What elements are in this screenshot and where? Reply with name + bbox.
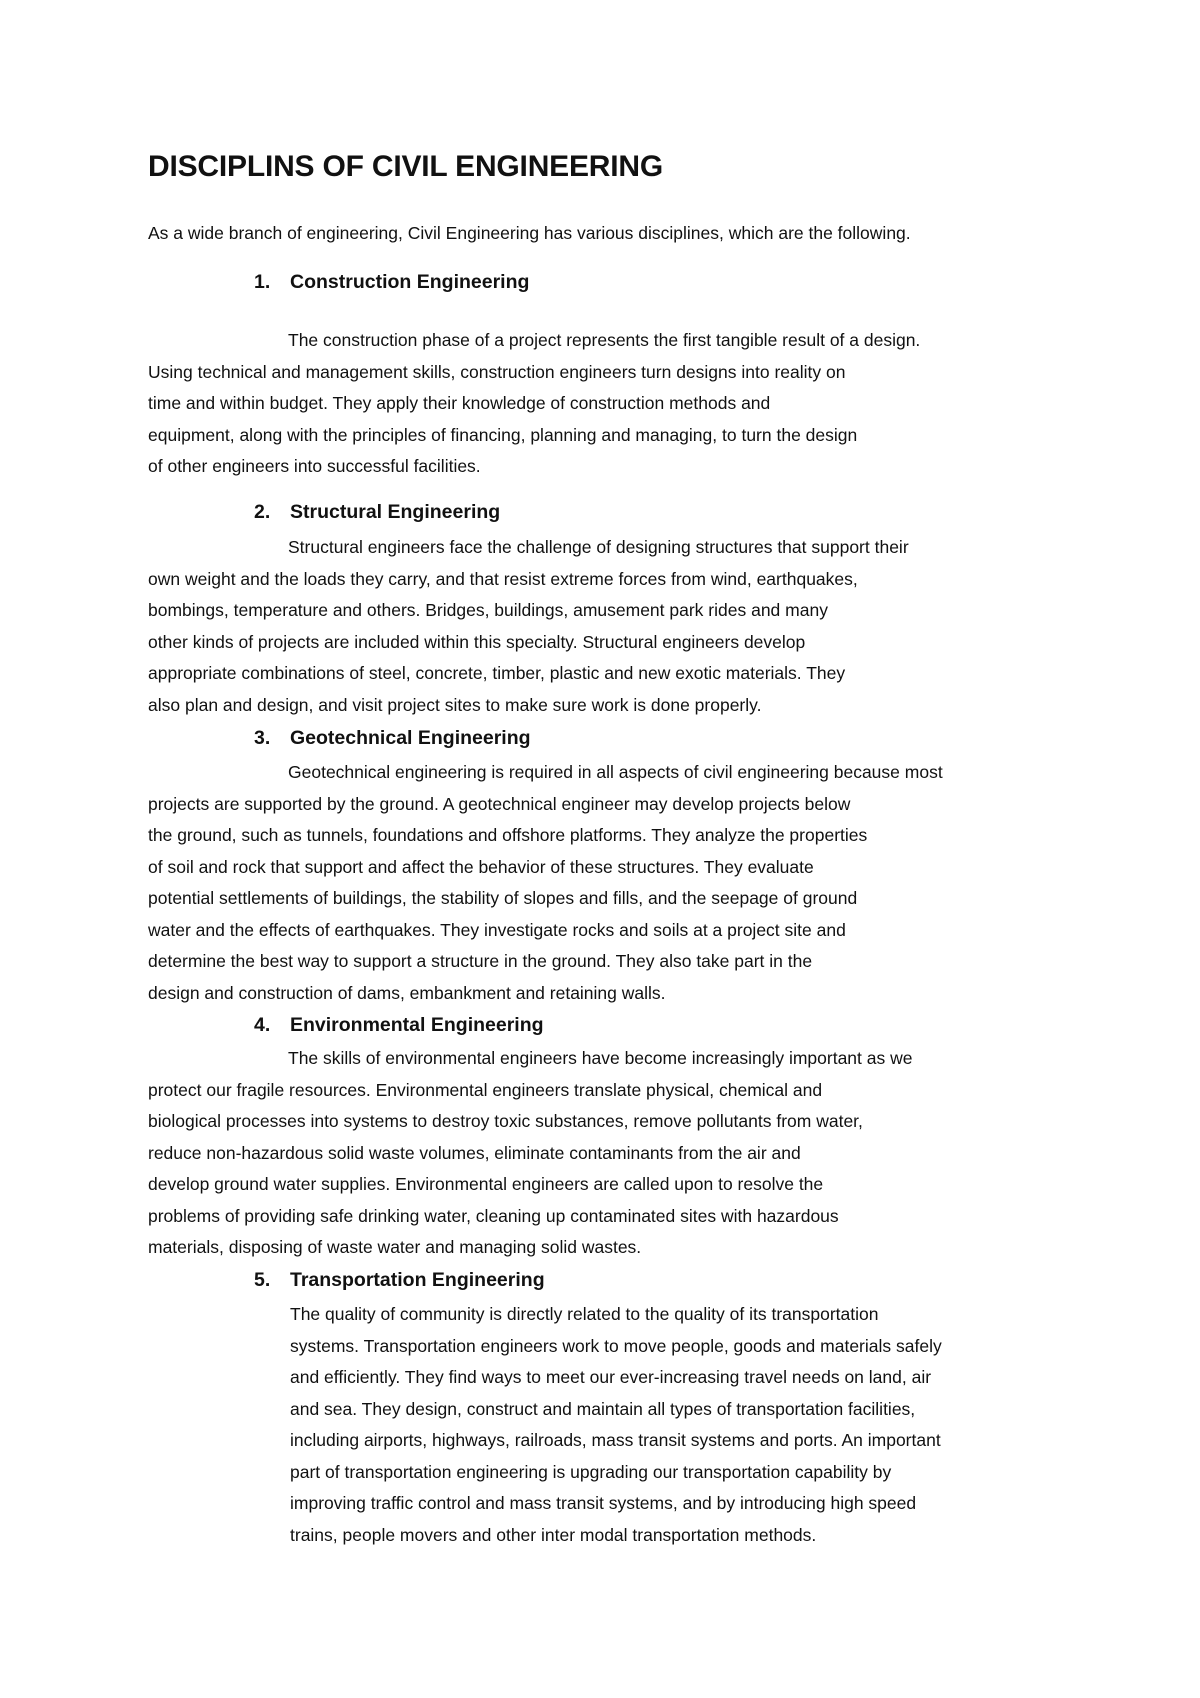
body-line: also plan and design, and visit project sites to make sure work is done properly. — [148, 694, 762, 715]
section-title: Geotechnical Engineering — [290, 727, 531, 749]
body-line: Geotechnical engineering is required in all aspects of civil engineering because most — [288, 762, 943, 782]
body-line: The construction phase of a project represents the first tangible result of a design. — [288, 330, 921, 350]
body-line: equipment, along with the principles of financing, planning and managing, to turn the design — [148, 424, 858, 445]
body-line: own weight and the loads they carry, and that resist extreme forces from wind, earthquakes, — [148, 568, 858, 589]
body-line: potential settlements of buildings, the stability of slopes and fills, and the seepage of ground — [148, 888, 858, 908]
body-line: The quality of community is directly related to the quality of its transportation — [290, 1304, 879, 1324]
section-number: 2. — [254, 501, 271, 523]
body-line: time and within budget. They apply their knowledge of construction methods and — [148, 393, 771, 413]
body-line: biological processes into systems to destroy toxic substances, remove pollutants from water, — [148, 1111, 863, 1131]
section-number: 4. — [254, 1014, 271, 1036]
body-line: The skills of environmental engineers have become increasingly important as we — [288, 1048, 913, 1068]
intro-paragraph: As a wide branch of engineering, Civil Engineering has various disciplines, which are the following. — [148, 223, 911, 243]
body-line: Structural engineers face the challenge of designing structures that support their — [288, 537, 909, 557]
section-body-geotechnical — [148, 757, 1088, 1009]
body-line: improving traffic control and mass transit systems, and by introducing high speed — [290, 1493, 917, 1513]
body-line: bombings, temperature and others. Bridges, buildings, amusement park rides and many — [148, 600, 828, 620]
body-line: part of transportation engineering is upgrading our transportation capability by — [290, 1461, 892, 1482]
body-line: protect our fragile resources. Environmental engineers translate physical, chemical and — [148, 1079, 823, 1100]
body-line: projects are supported by the ground. A geotechnical engineer may develop projects below — [148, 793, 851, 814]
body-line: determine the best way to support a structure in the ground. They also take part in the — [148, 951, 813, 971]
page-title: DISCIPLINS OF CIVIL ENGINEERING — [148, 150, 663, 183]
body-line: trains, people movers and other inter modal transportation methods. — [290, 1524, 817, 1545]
section-title: Structural Engineering — [290, 501, 501, 523]
body-line: water and the effects of earthquakes. They investigate rocks and soils at a project site and — [148, 919, 846, 940]
section-body-construction — [148, 325, 1088, 483]
body-line: other kinds of projects are included within this specialty. Structural engineers develop — [148, 631, 806, 652]
body-line: design and construction of dams, embankment and retaining walls. — [148, 982, 666, 1003]
body-line: and sea. They design, construct and maintain all types of transportation facilities, — [290, 1398, 916, 1419]
section-body-environmental — [148, 1043, 1088, 1264]
body-line: and efficiently. They find ways to meet our ever-increasing travel needs on land, air — [290, 1367, 932, 1387]
section-body-transportation — [290, 1299, 1200, 1551]
body-line: of other engineers into successful facilities. — [148, 456, 481, 476]
body-line: materials, disposing of waste water and managing solid wastes. — [148, 1237, 642, 1257]
body-line: problems of providing safe drinking water, cleaning up contaminated sites with hazardous — [148, 1205, 839, 1226]
body-line: the ground, such as tunnels, foundations and offshore platforms. They analyze the properties — [148, 825, 868, 845]
section-number: 1. — [254, 271, 271, 293]
body-line: including airports, highways, railroads, mass transit systems and ports. An important — [290, 1430, 941, 1450]
section-title: Transportation Engineering — [290, 1269, 545, 1291]
section-number: 3. — [254, 727, 271, 749]
body-line: Using technical and management skills, construction engineers turn designs into reality on — [148, 361, 846, 382]
body-line: reduce non-hazardous solid waste volumes, eliminate contaminants from the air and — [148, 1142, 801, 1163]
body-line: appropriate combinations of steel, concrete, timber, plastic and new exotic materials. They — [148, 663, 846, 683]
section-title: Construction Engineering — [290, 271, 530, 293]
section-body-structural — [148, 532, 1088, 721]
body-line: develop ground water supplies. Environmental engineers are called upon to resolve the — [148, 1174, 824, 1194]
body-line: of soil and rock that support and affect the behavior of these structures. They evaluate — [148, 856, 814, 877]
section-title: Environmental Engineering — [290, 1014, 544, 1036]
body-line: systems. Transportation engineers work to move people, goods and materials safely — [290, 1335, 942, 1356]
section-number: 5. — [254, 1269, 271, 1291]
